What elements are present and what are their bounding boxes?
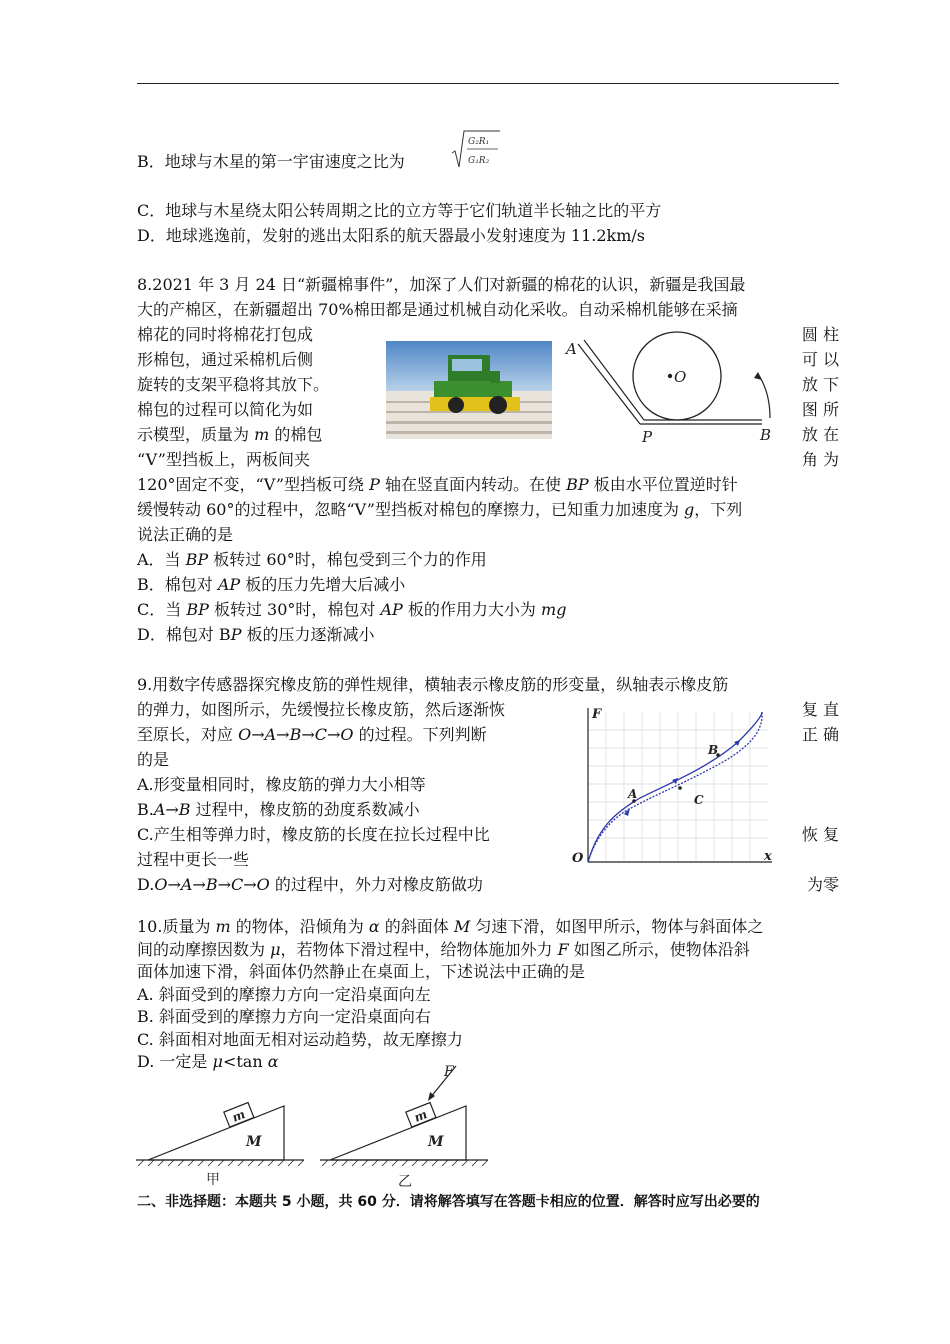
q10-stem-line1: 10.质量为 m 的物体，沿倾角为 α 的斜面体 M 匀速下滑，如图甲所示，物体与斜面体之: [137, 917, 764, 936]
arrow-down-icon: [672, 778, 678, 784]
label-o: O: [674, 368, 687, 386]
label-b: B: [708, 743, 719, 757]
label-c: C: [694, 793, 704, 807]
q8-option-b: B．棉包对 AP 板的压力先增大后减小: [137, 575, 406, 594]
q8-right-3: 放 下: [801, 375, 839, 394]
q8-right-4: 图 所: [801, 400, 839, 419]
q8-right-5: 放 在: [801, 425, 839, 444]
q8-option-c: C．当 BP 板转过 30°时，棉包对 AP 板的作用力大小为 mg: [137, 600, 567, 619]
unloading-curve: [588, 712, 762, 862]
q9-left-2: 至原长，对应 O→A→B→C→O 的过程。下列判断: [137, 725, 487, 744]
q8-option-d: D．棉包对 BP 板的压力逐渐减小: [137, 625, 375, 644]
axis-label-f: F: [592, 707, 602, 722]
fraction-numerator: G₂R₁: [468, 137, 490, 147]
q8-left-2: 形棉包，通过采棉机后侧: [137, 350, 314, 369]
q9-option-d-right: 为零: [806, 875, 839, 894]
sqrt-fraction: [450, 127, 502, 171]
arrow-down-left-icon: [624, 808, 630, 816]
q8-left-6: “V”型挡板上，两板间夹: [137, 450, 310, 469]
v-board-diagram: [562, 330, 784, 448]
q8-right-6: 角 为: [801, 450, 839, 469]
force-deformation-graph: [568, 702, 778, 870]
q8-stem-line10: 缓慢转动 60°的过程中，忽略“V”型挡板对棉包的摩擦力，已知重力加速度为 g，下列: [137, 500, 743, 519]
q10-option-d: D. 一定是 μ<tan α: [137, 1052, 279, 1071]
label-m-yi: m: [412, 1107, 430, 1125]
incline-m-yi: [330, 1106, 466, 1160]
axis-label-x: x: [764, 849, 772, 864]
q7-option-c: C．地球与木星绕太阳公转周期之比的立方等于它们轨道半长轴之比的平方: [137, 201, 662, 220]
label-a: A: [628, 787, 638, 801]
q8-stem-line1: 8.2021 年 3 月 24 日“新疆棉事件”，加深了人们对新疆的棉花的认识，新疆是我国最: [137, 275, 746, 294]
cotton-picker-photo: [386, 341, 552, 439]
q8-left-4: 棉包的过程可以简化为如: [137, 400, 314, 419]
q9-stem-line1: 9.用数字传感器探究橡皮筋的弹性规律，横轴表示橡皮筋的形变量，纵轴表示橡皮筋: [137, 675, 729, 694]
label-b: B: [760, 426, 772, 444]
q8-left-3: 旋转的支架平稳将其放下。: [137, 375, 330, 394]
q8-stem-line9: 120°固定不变，“V”型挡板可绕 P 轴在竖直面内转动。在使 BP 板由水平位置逆时针: [137, 475, 738, 494]
section2-heading: 二、非选择题：本题共 5 小题，共 60 分．请将解答填写在答题卡相应的位置．解答时应写出必要的: [137, 1194, 760, 1210]
label-m-jia: m: [230, 1107, 248, 1125]
label-f: F: [444, 1064, 454, 1080]
q10-stem-line3: 面体加速下滑，斜面体仍然静止在桌面上，下述说法中正确的是: [137, 962, 586, 981]
origin-label: O: [572, 851, 584, 866]
q9-option-c-right: 恢 复: [801, 825, 839, 844]
q7-option-d: D．地球逃逸前，发射的逃出太阳系的航天器最小发射速度为 11.2km/s: [137, 226, 646, 245]
incline-diagrams: [134, 1062, 494, 1190]
caption-jia: 甲: [206, 1172, 220, 1188]
q8-right-2: 可 以: [801, 350, 839, 369]
q9-option-a: A.形变量相同时，橡皮筋的弹力大小相等: [137, 775, 426, 794]
header-rule: [137, 83, 839, 84]
q8-option-a: A．当 BP 板转过 60°时，棉包受到三个力的作用: [137, 550, 487, 569]
q10-option-b: B. 斜面受到的摩擦力方向一定沿桌面向右: [137, 1007, 431, 1026]
q8-stem-line2: 大的产棉区，在新疆超出 70%棉田都是通过机械自动化采收。自动采棉机能够在采摘: [137, 300, 738, 319]
q9-right-2: 正 确: [801, 725, 839, 744]
q8-left-5: 示模型，质量为 m 的棉包: [137, 425, 323, 444]
label-big-m-jia: M: [246, 1134, 262, 1150]
caption-yi: 乙: [398, 1174, 412, 1190]
label-a: A: [566, 340, 577, 358]
label-big-m-yi: M: [428, 1134, 444, 1150]
q9-left-1: 的弹力，如图所示，先缓慢拉长橡皮筋，然后逐渐恢: [137, 700, 506, 719]
q10-option-a: A. 斜面受到的摩擦力方向一定沿桌面向左: [137, 985, 431, 1004]
q9-option-c-cont: 过程中更长一些: [137, 850, 250, 869]
q10-stem-line2: 间的动摩擦因数为 μ，若物体下滑过程中，给物体施加外力 F 如图乙所示，使物体沿斜: [137, 940, 750, 959]
q8-left-1: 棉花的同时将棉花打包成: [137, 325, 314, 344]
q9-option-b: B.A→B 过程中，橡皮筋的劲度系数减小: [137, 800, 420, 819]
q7-option-b: B．地球与木星的第一宇宙速度之比为: [137, 152, 405, 171]
q9-option-c: C.产生相等弹力时，橡皮筋的长度在拉长过程中比: [137, 825, 490, 844]
diagram-jia: [136, 1103, 304, 1188]
q9-left-3: 的是: [137, 750, 170, 769]
q8-stem-line11: 说法正确的是: [137, 525, 234, 544]
rotation-arrow-icon: [754, 372, 762, 380]
diagram-yi: [320, 1064, 488, 1190]
q8-right-1: 圆 柱: [801, 325, 839, 344]
q9-right-1: 复 直: [801, 700, 839, 719]
q9-option-d: D.O→A→B→C→O 的过程中，外力对橡皮筋做功: [137, 875, 483, 894]
incline-m-jia: [148, 1106, 284, 1160]
q10-option-c: C. 斜面相对地面无相对运动趋势，故无摩擦力: [137, 1030, 463, 1049]
fraction-denominator: G₁R₂: [468, 156, 490, 166]
point-c: [678, 786, 682, 790]
label-p: P: [642, 428, 653, 446]
